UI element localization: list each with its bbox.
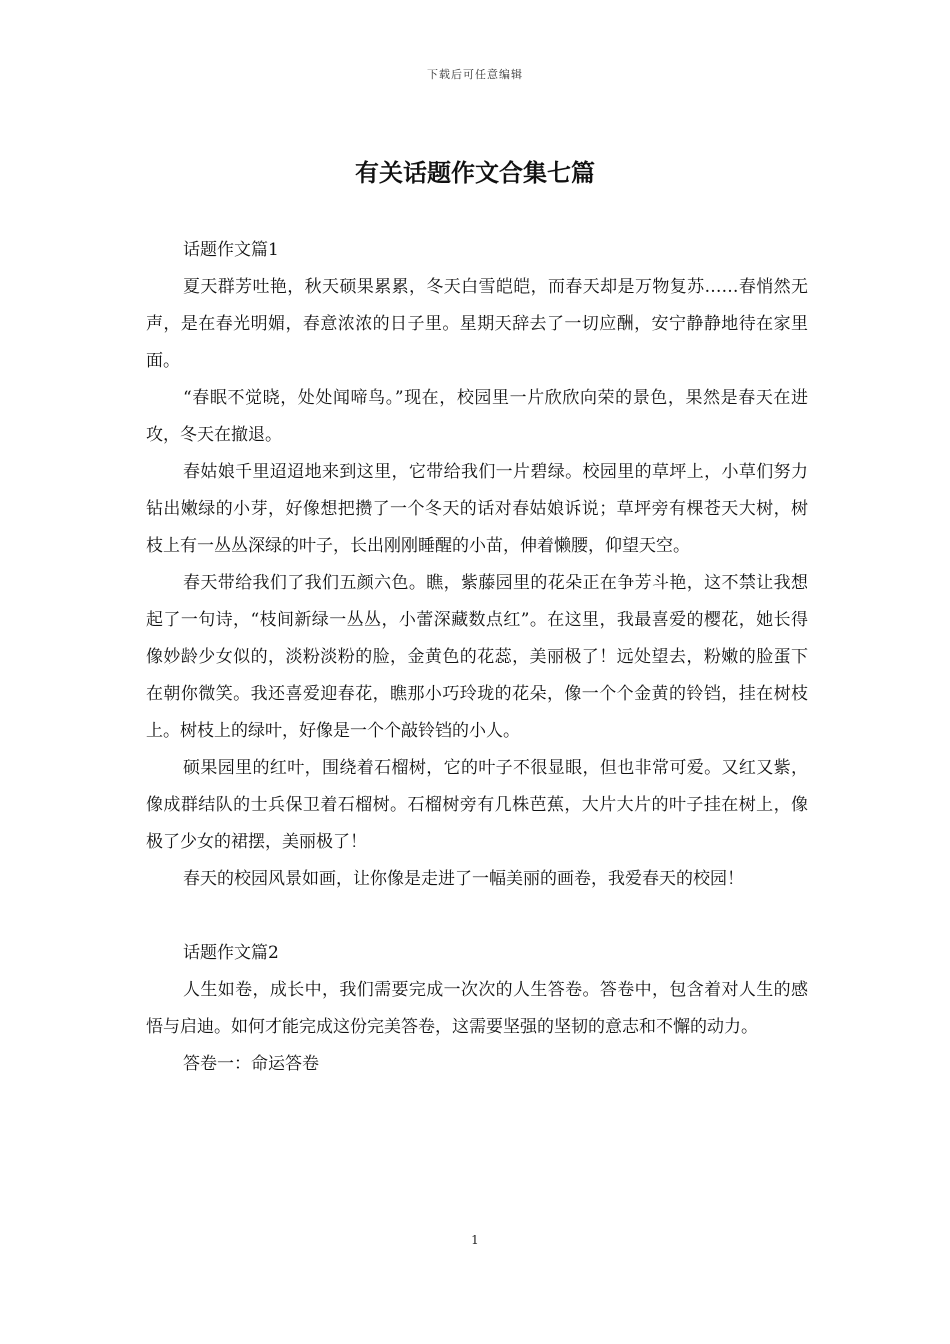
section-heading-2: 话题作文篇2: [183, 943, 279, 963]
section-spacer: [146, 898, 808, 935]
page-number: 1: [471, 1233, 479, 1247]
paragraph: 硕果园里的红叶，围绕着石榴树，它的叶子不很显眼，但也非常可爱。又红又紫，像成群结队的士兵保卫着石榴树。石榴树旁有几株芭蕉，大片大片的叶子挂在树上，像极了少女的裙摆，美丽极了！: [146, 758, 808, 852]
paragraph: 春天带给我们了我们五颜六色。瞧，紫藤园里的花朵正在争芳斗艳，这不禁让我想起了一句诗，“枝间新绿一丛丛，小蕾深藏数点红”。在这里，我最喜爱的樱花，她长得像妙龄少女似的，淡粉淡粉的脸，金黄色的花蕊，美丽极了！远处望去，粉嫩的脸蛋下在朝你微笑。我还喜爱迎春花，瞧那小巧玲珑的花朵，像一个个金黄的铃铛，挂在树枝上。树枝上的绿叶，好像是一个个敲铃铛的小人。: [146, 573, 808, 741]
paragraph: 春天的校园风景如画，让你像是走进了一幅美丽的画卷，我爱春天的校园！: [183, 869, 744, 889]
paragraph: 答卷一：命运答卷: [183, 1054, 319, 1074]
paragraph: 夏天群芳吐艳，秋天硕果累累，冬天白雪皑皑，而春天却是万物复苏……春悄然无声，是在春光明媚，春意浓浓的日子里。星期天辞去了一切应酬，安宁静静地待在家里面。: [146, 277, 808, 371]
paragraph: “春眠不觉晓，处处闻啼鸟。”现在，校园里一片欣欣向荣的景色，果然是春天在进攻，冬天在撤退。: [146, 388, 808, 445]
header-note: 下载后可任意编辑: [427, 68, 523, 81]
paragraph: 人生如卷，成长中，我们需要完成一次次的人生答卷。答卷中，包含着对人生的感悟与启迪。如何才能完成这份完美答卷，这需要坚强的坚韧的意志和不懈的动力。: [146, 980, 808, 1037]
section-heading-1: 话题作文篇1: [183, 240, 279, 260]
paragraph: 春姑娘千里迢迢地来到这里，它带给我们一片碧绿。校园里的草坪上，小草们努力钻出嫩绿的小芽，好像想把攒了一个冬天的话对春姑娘诉说；草坪旁有棵苍天大树，树枝上有一丛丛深绿的叶子，长出刚刚睡醒的小苗，伸着懒腰，仰望天空。: [146, 462, 808, 556]
document-title: 有关话题作文合集七篇: [355, 158, 595, 187]
document-body: [146, 232, 808, 1083]
